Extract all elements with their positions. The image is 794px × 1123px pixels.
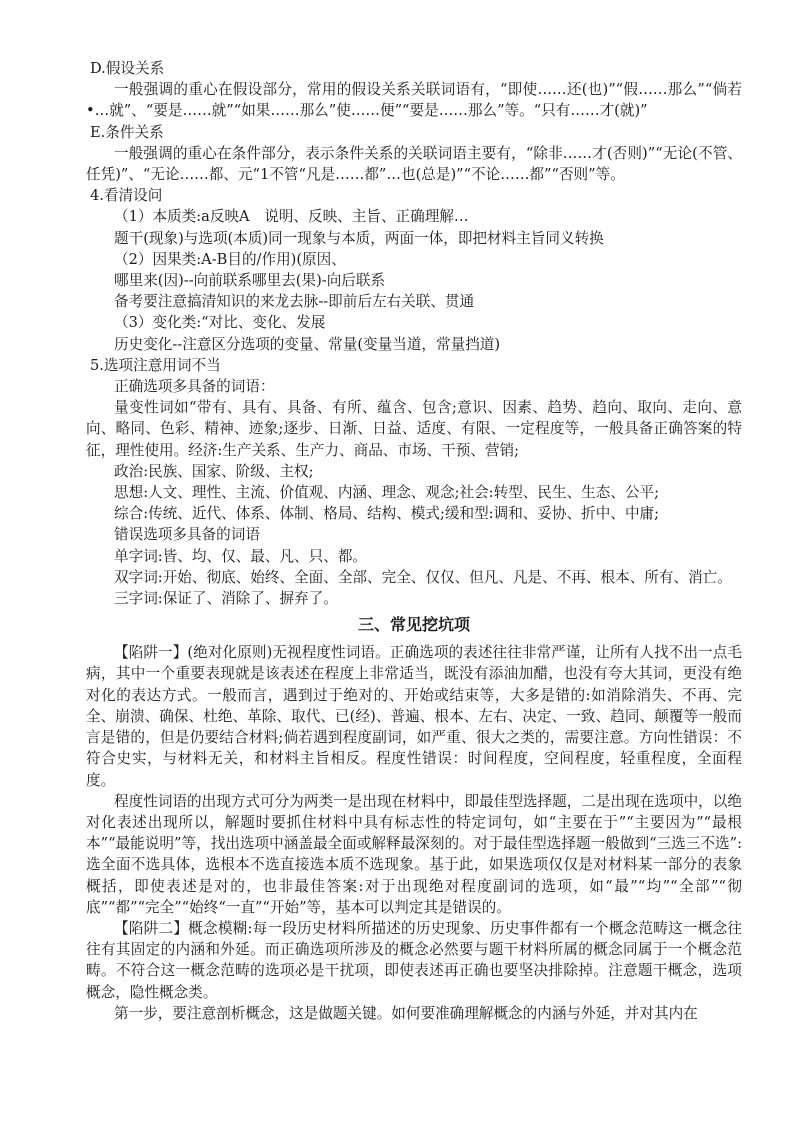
- body-paragraph: 一般强调的重心在条件部分，表示条件关系的关联词语主要有，“除非……才(否则)”“无论(不管、任凭)”、“无论……都、元“1不管“凡是……都”…也(总是)”“不论……都”“否则”等。: [86, 144, 742, 184]
- body-paragraph: 程度性词语的出现方式可分为两类一是出现在材料中，即最佳型选择题，二是出现在选项中，以绝对化表述出现所以，解题时要抓住材料中具有标志性的特定词句，如“主要在于”“主要因为”“最根本”“最能说明”等，找出选项中涵盖最全面或解释最深刻的。对于最佳型选择题一般做到“三选三不选”:选全面不选具体，选根本不选直接选本质不选现象。基于此，如果选项仅仅是对材料某一部分的表象概括，即使表述是对的，也非最佳答案:对于出现绝对程度副词的选项，如“最”“均”“全部”“彻底”“都”“完全”“始终“一直”“开始”等，基本可以判定其是错误的。: [86, 792, 742, 916]
- section-title: 三、常见挖坑项: [357, 615, 470, 635]
- section-heading-question: 4.看清设问: [90, 187, 163, 205]
- body-line: 三字词:保证了、消除了、摒弃了。: [114, 590, 338, 608]
- subheading-hypothesis: D.假设关系: [90, 60, 165, 77]
- list-item: （3）变化类:“对比、变化、发展: [114, 314, 326, 332]
- section-heading-wording: 5.选项注意用词不当: [90, 356, 221, 374]
- list-item: （1）本质类:a反映A 说明、反映、主旨、正确理解…: [114, 208, 469, 226]
- body-line: 正确选项多具备的词语：: [114, 378, 275, 396]
- body-paragraph: 一般强调的重心在假设部分，常用的假设关系关联词语有，“即使……还(也)”“假……那么”“倘若•…就”、“要是……就”“如果……那么”使……便”“要是……那么”等。“只有……才(就)”: [86, 81, 742, 120]
- body-paragraph: 【陷阱一】(绝对化原则)无视程度性词语。正确选项的表述往往非常严谨，让所有人找不出一点毛病，其中一个重要表现就是该表述在程度上非常适当，既没有添油加醋，也没有夸大其词，更没有绝对化的表达方式。一般而言，遇到过于绝对的、开始或结束等，大多是错的:如消除消失、不再、完全、崩溃、确保、杜绝、革除、取代、已(经)、普遍、根本、左右、决定、一致、趋同、颠覆等一般而言是错的，但是仍要结合材料;倘若遇到程度副词，如严重、很大之类的，需要注意。方向性错误：不符合史实，与材料无关，和材料主旨相反。程度性错误：时间程度，空间程度，轻重程度，全面程度。: [86, 644, 742, 789]
- body-line: 综合:传统、近代、体系、体制、格局、结构、模式;缓和型:调和、妥协、折中、中庸;: [114, 505, 660, 523]
- subheading-condition: E.条件关系: [90, 123, 164, 141]
- body-line: 哪里来(因)--向前联系哪里去(果)-向后联系: [114, 272, 386, 290]
- body-line: 思想:人文、理性、主流、价值观、内涵、理念、观念;社会:转型、民生、生态、公平;: [114, 484, 660, 502]
- body-paragraph: 【陷阱二】概念模糊:每一段历史材料所描述的历史现象、历史事件都有一个概念范畴这一概念往往有其固定的内涵和外延。而正确选项所涉及的概念必然要与题干材料所属的概念同属于一个概念范畴。不符合这一概念范畴的选项必是干扰项，即使表述再正确也要坚决排除掉。注意题干概念，选项概念，隐性概念类。: [86, 919, 742, 1001]
- document-page: [86, 58, 742, 1024]
- body-line: 备考要注意搞清知识的来龙去脉--即前后左右关联、贯通: [114, 293, 475, 311]
- body-line: 政治:民族、国家、阶级、主权;: [114, 462, 314, 480]
- body-paragraph: 第一步，要注意剖析概念，这是做题关键。如何要准确理解概念的内涵与外延，并对其内在: [114, 1004, 698, 1022]
- body-line: 题干(现象)与选项(本质)同一现象与本质，两面一体，即把材料主旨同义转换: [114, 229, 604, 247]
- body-line: 历史变化--注意区分选项的变量、常量(变量当道，常量挡道): [114, 335, 501, 353]
- body-line: 单字词:皆、均、仅、最、凡、只、都。: [114, 547, 368, 565]
- body-paragraph: 双字词:开始、彻底、始终、全面、全部、完全、仅仅、但凡、凡是、不再、根本、所有、消亡。: [114, 568, 732, 586]
- body-line: 错误选项多具备的词语: [114, 526, 260, 544]
- list-item: （2）因果类:A-B目的/作用)(原因、: [114, 250, 346, 268]
- body-paragraph: 量变性词如“带有、具有、具备、有所、蕴含、包含;意识、因素、趋势、趋向、取向、走向、意向、略同、色彩、精神、迹象;逐步、日渐、日益、适度、有限、一定程度等，一般具备正确答案的特征，理性使用。经济:生产关系、生产力、商品、市场、干预、营销;: [86, 399, 742, 459]
